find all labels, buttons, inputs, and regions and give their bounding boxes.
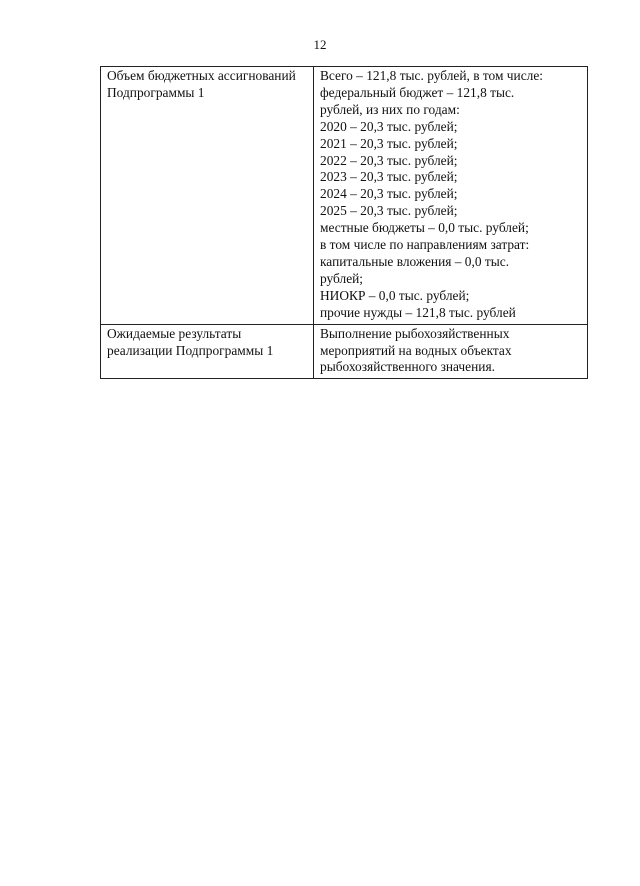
cost-directions-line: в том числе по направлениям затрат: bbox=[320, 237, 530, 253]
subprogram-passport-table bbox=[100, 66, 588, 379]
rnd-line: НИОКР – 0,0 тыс. рублей; bbox=[320, 287, 470, 303]
budget-label-cell bbox=[101, 67, 314, 325]
federal-budget-line: рублей, из них по годам: bbox=[320, 101, 460, 117]
results-label-line: Ожидаемые результаты bbox=[107, 325, 242, 341]
results-label-line: реализации Подпрограммы 1 bbox=[107, 342, 274, 358]
budget-label-line: Объем бюджетных ассигнований bbox=[107, 68, 296, 83]
table-row-budget bbox=[101, 67, 588, 325]
federal-budget-line: федеральный бюджет – 121,8 тыс. bbox=[320, 84, 515, 100]
results-label-cell bbox=[101, 324, 314, 379]
results-value-line: рыбохозяйственного значения. bbox=[320, 359, 495, 375]
year-2021-line: 2021 – 20,3 тыс. рублей; bbox=[320, 135, 458, 151]
year-2020-line: 2020 – 20,3 тыс. рублей; bbox=[320, 118, 458, 134]
budget-value-cell bbox=[314, 67, 588, 325]
budget-total-line: Всего – 121,8 тыс. рублей, в том числе: bbox=[320, 68, 543, 83]
results-value-line: Выполнение рыбохозяйственных bbox=[320, 325, 510, 341]
year-2023-line: 2023 – 20,3 тыс. рублей; bbox=[320, 169, 458, 185]
year-2025-line: 2025 – 20,3 тыс. рублей; bbox=[320, 203, 458, 219]
budget-label-line: Подпрограммы 1 bbox=[107, 84, 205, 100]
local-budget-line: местные бюджеты – 0,0 тыс. рублей; bbox=[320, 220, 529, 236]
other-needs-line: прочие нужды – 121,8 тыс. рублей bbox=[320, 304, 516, 320]
results-value-line: мероприятий на водных объектах bbox=[320, 342, 512, 358]
table-row-results bbox=[101, 324, 588, 379]
capital-investment-line: капитальные вложения – 0,0 тыс. bbox=[320, 253, 510, 269]
results-value-cell bbox=[314, 324, 588, 379]
year-2022-line: 2022 – 20,3 тыс. рублей; bbox=[320, 152, 458, 168]
capital-investment-line: рублей; bbox=[320, 270, 364, 286]
page-number: 12 bbox=[313, 37, 327, 52]
year-2024-line: 2024 – 20,3 тыс. рублей; bbox=[320, 186, 458, 202]
